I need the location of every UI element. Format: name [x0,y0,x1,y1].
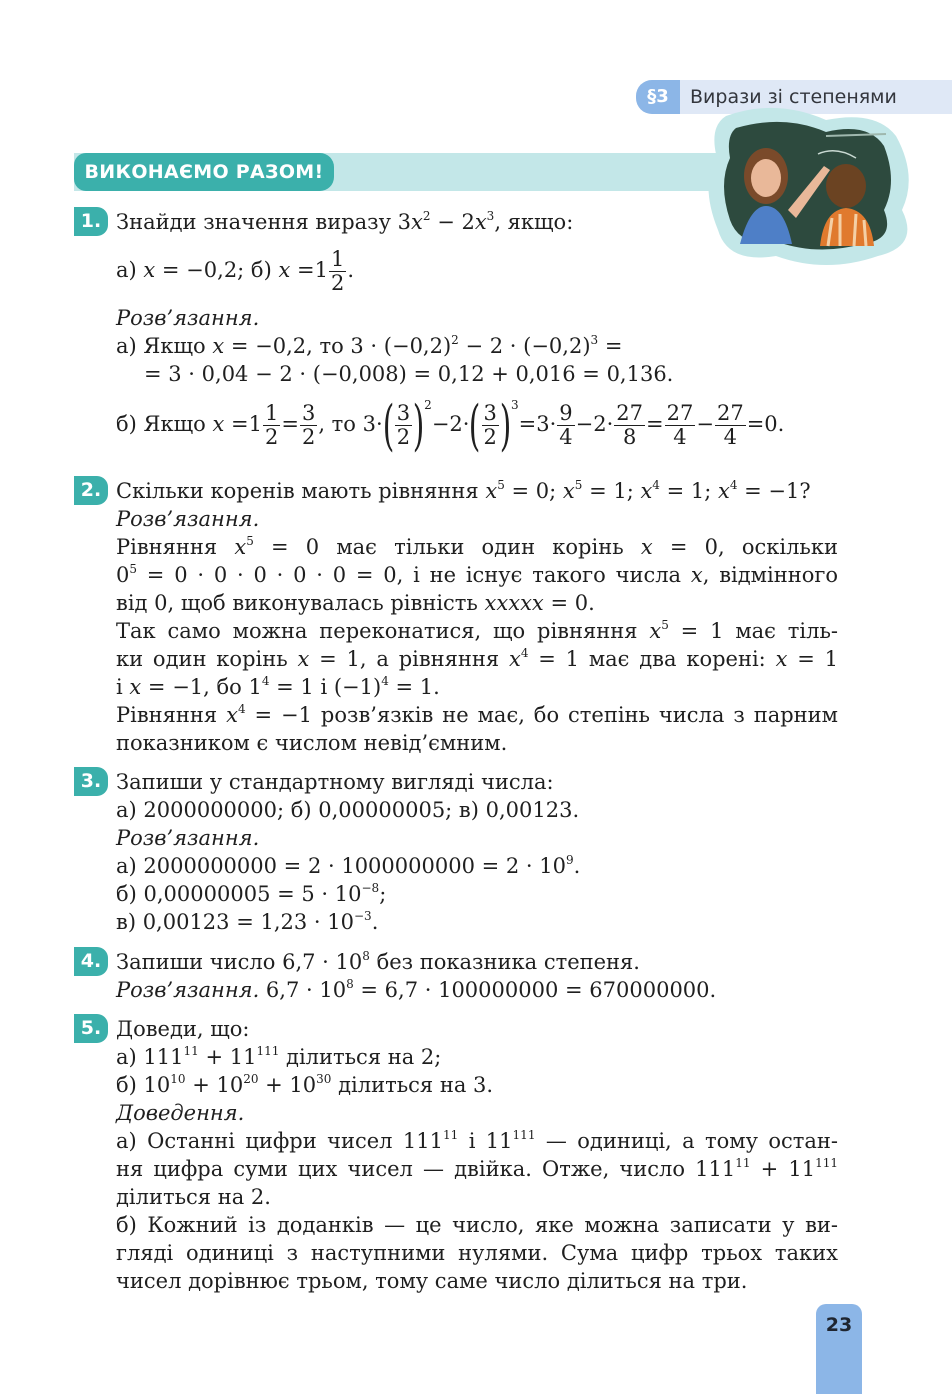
task-3-solution-label: Розв’язання. [116,826,260,850]
task-2-line-2: $0^5 = 0 \cdot 0 \cdot 0 \cdot 0 \cdot 0 = 0$, і не існує такого числа x, відмінного [116,562,838,587]
task-5-proof-line-6: чисел дорівнює трьом, тому саме число ділиться на три. [116,1269,748,1293]
task-1-solution-label: Розв’язання. [116,306,260,330]
task-5-proof-line-4: б) Кожний із доданків — це число, яке можна записати у ви- [116,1213,838,1237]
fraction: $\frac{1}{2}$ [330,247,345,296]
task-3-solution-c: в) $0,00123 = 1,23 \cdot 10^{-3}$. [116,909,379,934]
task-4-solution: Розв’язання. $6,7 \cdot 10^8 = 6,7 \cdot 100000000 = 670000000$. [116,977,717,1002]
task-4-question: Запиши число $6,7 \cdot 10^8$ без показника степеня. [116,949,640,974]
task-3-items: а) 2000000000; б) 0,00000005; в) 0,00123. [116,798,580,822]
task-2-line-6: і x = −1, бо $1^4 = 1$ і $(-1)^4 = 1$. [116,674,440,699]
task-2-solution-label: Розв’язання. [116,507,260,531]
task-number-2: 2. [74,476,108,505]
task-number-3: 3. [74,767,108,796]
task-5-proof-line-3: ділиться на 2. [116,1185,271,1209]
task-1-solution-b: б) Якщо x =1 $\frac{1}{2}$ = $\frac{3}{2}$ , то 3·( $\frac{3}{2}$ )$^2$−2·( $\frac{3}{2}$ )$^3$=3· $\frac{9}{4}$ −2· $\frac{27}{8}$ = $\frac{27}{4}$ − $\frac{27}{4}$ =0. [116,393,785,457]
task-3-solution-b: б) $0,00000005 = 5 \cdot 10^{-8}$; [116,881,387,906]
classroom-photo [706,106,916,266]
task-5-item-b: б) $10^{10} + 10^{20} + 10^{30}$ ділиться на 3. [116,1072,494,1097]
task-2-line-3: від 0, щоб виконувалась рівність xxxxx = 0. [116,591,595,615]
task-number-5: 5. [74,1014,108,1043]
task-1-solution-a-line2: = 3 · 0,04 − 2 · (−0,008) = 0,12 + 0,016 = 0,136. [144,362,674,386]
section-title: Вирази зі степенями [690,86,897,108]
task-3-solution-a: а) $2000000000 = 2 \cdot 1000000000 = 2 \cdot 10^9$. [116,853,581,878]
task-5-proof-line-5: гляді одиниці з наступними нулями. Сума цифр трьох таких [116,1241,838,1265]
banner-label: ВИКОНАЄМО РАЗОМ! [74,153,334,191]
task-number-4: 4. [74,947,108,976]
task-3-question: Запиши у стандартному вигляді числа: [116,770,554,794]
task-1-conditions: а) x = −0,2; б) x =1 $\frac{1}{2}$ . [116,247,354,296]
page-number: 23 [825,1314,853,1336]
task-5-item-a: а) $111^{11} + 11^{111}$ ділиться на 2; [116,1044,442,1069]
task-2-line-5: ки один корінь x = 1, а рівняння $x^4 = 1$ має два корені: x = 1 [116,646,838,671]
section-number-badge: §3 [636,80,680,114]
task-1-solution-a-line1: а) Якщо x = −0,2, то $3 \cdot (-0,2)^2 - 2 \cdot (-0,2)^3$ = [116,333,623,358]
task-2-question: Скільки коренів мають рівняння $x^5 = 0$; $x^5 = 1$; $x^4 = 1$; $x^4 = -1$? [116,478,811,503]
task-2-line-1: Рівняння $x^5 = 0$ має тільки один корінь x = 0, оскільки [116,534,838,559]
task-2-line-4: Так само можна переконатися, що рівняння $x^5 = 1$ має тіль- [116,618,838,643]
task-5-proof-line-2: ня цифра суми цих чисел — двійка. Отже, число $111^{11} + 11^{111}$ [116,1156,838,1181]
task-2-line-7: Рівняння $x^4 = -1$ розв’язків не має, бо степінь числа з парним [116,702,838,727]
task-5-proof-label: Доведення. [116,1101,245,1125]
task-5-proof-line-1: а) Останні цифри чисел $111^{11}$ і $11^{111}$ — одиниці, а тому остан- [116,1128,839,1153]
task-2-line-8: показником є числом невід’ємним. [116,731,508,755]
task-number-1: 1. [74,207,108,236]
task-1-question: Знайди значення виразу $3x^2 - 2x^3$, якщо: [116,209,574,234]
task-5-question: Доведи, що: [116,1017,250,1041]
